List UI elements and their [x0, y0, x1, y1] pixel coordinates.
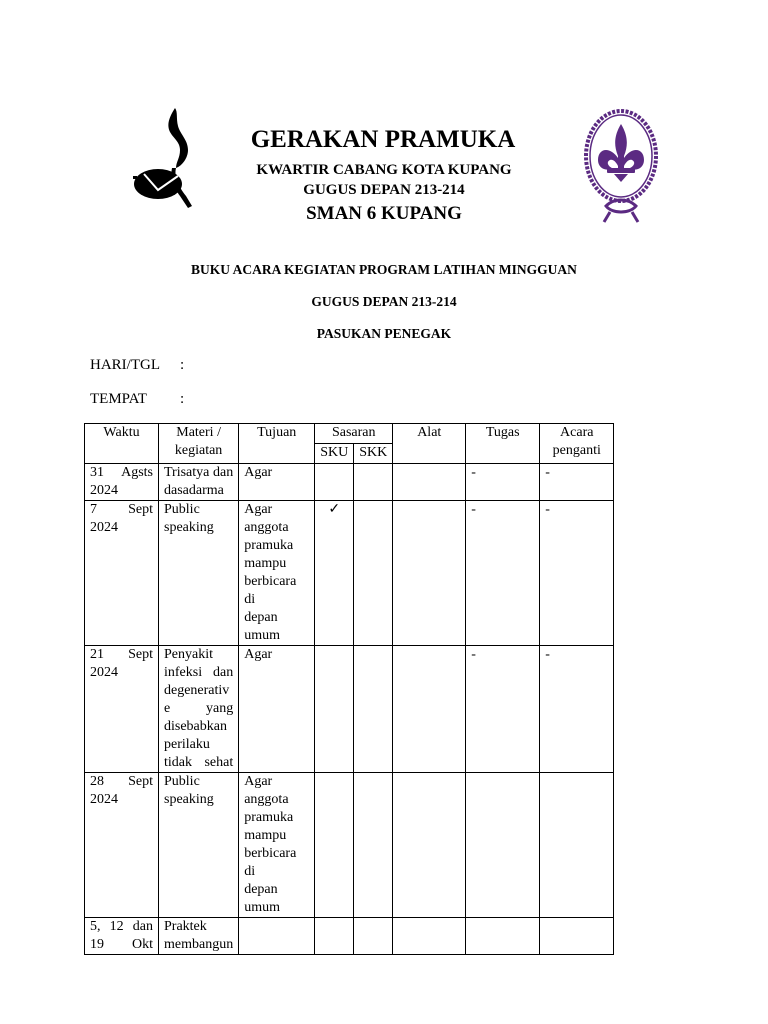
table-row — [85, 773, 614, 918]
cell-sku: ✓ — [315, 501, 354, 646]
header-sasaran: Sasaran — [315, 424, 393, 444]
cell-tugas — [466, 773, 540, 918]
cell-waktu-line: 7 Sept — [90, 502, 153, 517]
table-row — [85, 464, 614, 501]
cell-sku — [315, 918, 354, 955]
header-alat: Alat — [393, 424, 466, 464]
cell-tugas — [466, 918, 540, 955]
table-row — [85, 501, 614, 646]
cell-materi-line: speaking — [164, 520, 214, 535]
cell-waktu — [85, 918, 159, 955]
cell-materi-line: speaking — [164, 792, 214, 807]
cell-tujuan-line: umum — [244, 900, 280, 915]
cell-waktu — [85, 501, 159, 646]
cell-materi-line: dasadarma — [164, 483, 224, 498]
cell-materi — [159, 646, 239, 773]
cell-sku — [315, 773, 354, 918]
header-skk: SKK — [354, 444, 393, 464]
cell-tujuan-line: depan — [244, 882, 278, 897]
cell-materi-line: Penyakit — [164, 647, 213, 662]
table-body — [85, 464, 614, 955]
header-waktu: Waktu — [85, 424, 159, 464]
cell-materi-line: infeksi dan — [164, 665, 234, 680]
cell-waktu — [85, 773, 159, 918]
cell-tujuan — [239, 918, 315, 955]
cell-tujuan-line: Agar — [244, 647, 273, 662]
cell-tujuan — [239, 501, 315, 646]
cell-materi — [159, 918, 239, 955]
cell-materi-line: perilaku — [164, 737, 210, 752]
cell-waktu-line: 28 Sept — [90, 774, 153, 789]
cell-tujuan-line: anggota — [244, 792, 289, 807]
field-hari-tgl — [90, 357, 184, 374]
cell-materi-line: Public — [164, 774, 200, 789]
cell-tujuan-line: berbicara di — [244, 846, 297, 879]
cell-materi — [159, 773, 239, 918]
table-row — [85, 646, 614, 773]
cell-materi-line: Praktek — [164, 919, 207, 934]
cell-alat — [393, 464, 466, 501]
cell-waktu-line: 21 Sept — [90, 647, 153, 662]
header-tugas: Tugas — [466, 424, 540, 464]
org-subtitle-kwartir: KWARTIR CABANG KOTA KUPANG — [256, 162, 512, 178]
cell-waktu — [85, 464, 159, 501]
header-tujuan: Tujuan — [239, 424, 315, 464]
cell-waktu — [85, 646, 159, 773]
doc-subtitle-gugus: GUGUS DEPAN 213-214 — [311, 294, 457, 309]
cell-alat — [393, 773, 466, 918]
field-label: HARI/TGL — [90, 357, 160, 373]
doc-title: BUKU ACARA KEGIATAN PROGRAM LATIHAN MINGGUAN — [191, 262, 577, 277]
cell-tujuan-line: Agar — [244, 502, 273, 517]
cell-materi-line: Trisatya dan — [164, 465, 234, 480]
header-materi: Materi / kegiatan — [159, 424, 239, 464]
cell-waktu-line: 2024 — [90, 792, 118, 807]
cell-tujuan-line: umum — [244, 628, 280, 643]
cell-tugas: - — [466, 646, 540, 773]
org-subtitle-gugus: GUGUS DEPAN 213-214 — [303, 182, 465, 198]
cell-tugas: - — [466, 501, 540, 646]
cell-materi-line: tidak sehat — [164, 755, 234, 770]
cell-tugas: - — [466, 464, 540, 501]
cell-tujuan — [239, 646, 315, 773]
cell-skk — [354, 646, 393, 773]
field-separator: : — [180, 357, 185, 373]
cell-skk — [354, 773, 393, 918]
cell-materi-line: degenerativ — [164, 683, 230, 698]
cell-waktu-line: 2024 — [90, 520, 118, 535]
cell-tujuan — [239, 773, 315, 918]
cell-tujuan-line: Agar — [244, 465, 273, 480]
cell-waktu-line: 2024 — [90, 665, 118, 680]
cell-materi-line: membangun — [164, 937, 234, 952]
field-tempat — [90, 391, 184, 408]
header-acara-pengganti: Acara penganti — [540, 424, 614, 464]
cell-acara-pengganti — [540, 773, 614, 918]
field-separator: : — [180, 391, 185, 407]
cell-materi-line: Public — [164, 502, 200, 517]
cell-waktu-line: 5, 12 dan — [90, 919, 153, 934]
cell-tujuan — [239, 464, 315, 501]
cell-waktu-line: 19 Okt — [90, 937, 153, 952]
cell-sku — [315, 464, 354, 501]
cell-alat — [393, 918, 466, 955]
field-label: TEMPAT — [90, 391, 147, 407]
cell-tujuan-line: berbicara di — [244, 574, 297, 607]
cell-alat — [393, 501, 466, 646]
cell-acara-pengganti — [540, 918, 614, 955]
cell-materi-line: e yang — [164, 701, 234, 716]
doc-subtitle-pasukan: PASUKAN PENEGAK — [316, 326, 452, 341]
cell-tujuan-line: pramuka — [244, 810, 294, 825]
org-title: GERAKAN PRAMUKA — [250, 126, 516, 153]
cell-tujuan-line: pramuka — [244, 538, 294, 553]
cell-skk — [354, 464, 393, 501]
cell-skk — [354, 918, 393, 955]
cell-waktu-line: 31 Agsts — [90, 465, 153, 480]
school-name: SMAN 6 KUPANG — [306, 203, 462, 224]
cell-skk — [354, 501, 393, 646]
cell-acara-pengganti: - — [540, 464, 614, 501]
cell-materi — [159, 501, 239, 646]
header-sku: SKU — [315, 444, 354, 464]
activity-table — [84, 423, 614, 955]
cell-tujuan-line: depan — [244, 610, 278, 625]
cell-tujuan-line: mampu — [244, 556, 287, 571]
cell-acara-pengganti: - — [540, 646, 614, 773]
cell-materi — [159, 464, 239, 501]
cell-tujuan-line: anggota — [244, 520, 289, 535]
cell-materi-line: disebabkan — [164, 719, 227, 734]
cell-tujuan-line: mampu — [244, 828, 287, 843]
cell-alat — [393, 646, 466, 773]
cell-acara-pengganti: - — [540, 501, 614, 646]
cell-waktu-line: 2024 — [90, 483, 118, 498]
table-row — [85, 918, 614, 955]
cell-tujuan-line: Agar — [244, 774, 273, 789]
cell-sku — [315, 646, 354, 773]
